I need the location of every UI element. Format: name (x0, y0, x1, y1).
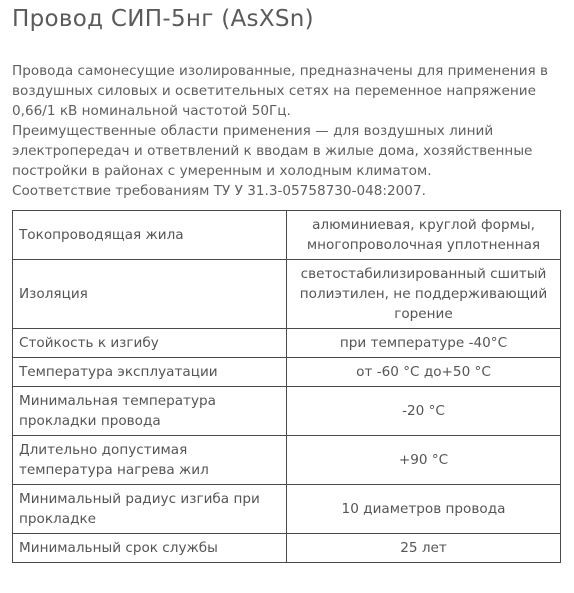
description-line: 0,66/1 кВ номинальной частотой 50Гц. (12, 103, 291, 119)
spec-name-text: Длительно допустимая (19, 442, 188, 458)
table-row (13, 485, 561, 534)
description-line: электропередач и ответвлений к вводам в жилые дома, хозяйственные (12, 143, 533, 159)
spec-value-text: полиэтилен, не поддерживающий (299, 286, 548, 302)
table-row (13, 436, 561, 485)
spec-name-text: Температура эксплуатации (19, 364, 218, 380)
spec-name (13, 260, 287, 329)
specs-table (12, 210, 561, 563)
spec-name-text: прокладке (19, 511, 97, 527)
spec-value-text: +90 °C (398, 452, 449, 468)
spec-name-text: температура нагрева жил (19, 462, 209, 478)
spec-name-text: Стойкость к изгибу (19, 335, 159, 351)
spec-name (13, 329, 287, 358)
description-line: воздушных силовых и осветительных сетях на переменное напряжение (12, 83, 536, 99)
spec-value-text: от -60 °C до+50 °C (356, 364, 491, 380)
spec-name (13, 387, 287, 436)
spec-value-text: 10 диаметров провода (341, 501, 506, 517)
spec-name (13, 534, 287, 563)
spec-value (287, 485, 561, 534)
spec-name-text: Минимальный срок службы (19, 540, 218, 556)
spec-name-text: Минимальный радиус изгиба при (19, 491, 260, 507)
spec-value-text: многопроволочная уплотненная (306, 237, 541, 253)
spec-name (13, 211, 287, 260)
description-line: постройки в районах с умеренным и холодным климатом. (12, 163, 432, 179)
product-description (12, 61, 568, 201)
spec-name (13, 436, 287, 485)
spec-value (287, 329, 561, 358)
spec-value (287, 211, 561, 260)
table-row (13, 260, 561, 329)
table-row (13, 534, 561, 563)
table-row (13, 358, 561, 387)
page-title: Провод СИП-5нг (AsXSn) (12, 6, 314, 32)
description-line: Соответствие требованиям ТУ У 31.3-05758730-048:2007. (12, 183, 426, 199)
spec-value (287, 534, 561, 563)
spec-name-text: Изоляция (19, 286, 88, 302)
spec-value (287, 260, 561, 329)
spec-value (287, 436, 561, 485)
spec-value-text: горение (394, 306, 453, 322)
spec-name-text: Минимальная температура (19, 393, 216, 409)
spec-value (287, 358, 561, 387)
table-row (13, 329, 561, 358)
spec-value-text: алюминиевая, круглой формы, (312, 217, 535, 233)
table-row (13, 387, 561, 436)
spec-name (13, 358, 287, 387)
spec-value-text: -20 °C (402, 403, 445, 419)
table-row (13, 211, 561, 260)
spec-value (287, 387, 561, 436)
spec-name-text: прокладки провода (19, 413, 161, 429)
spec-value-text: светостабилизированный сшитый (300, 266, 547, 282)
description-line: Провода самонесущие изолированные, предназначены для применения в (12, 63, 549, 79)
spec-name (13, 485, 287, 534)
spec-value-text: 25 лет (400, 540, 447, 556)
spec-name-text: Токопроводящая жила (19, 227, 184, 243)
description-line: Преимущественные области применения — для воздушных линий (12, 123, 494, 139)
spec-value-text: при температуре -40°C (339, 335, 508, 351)
